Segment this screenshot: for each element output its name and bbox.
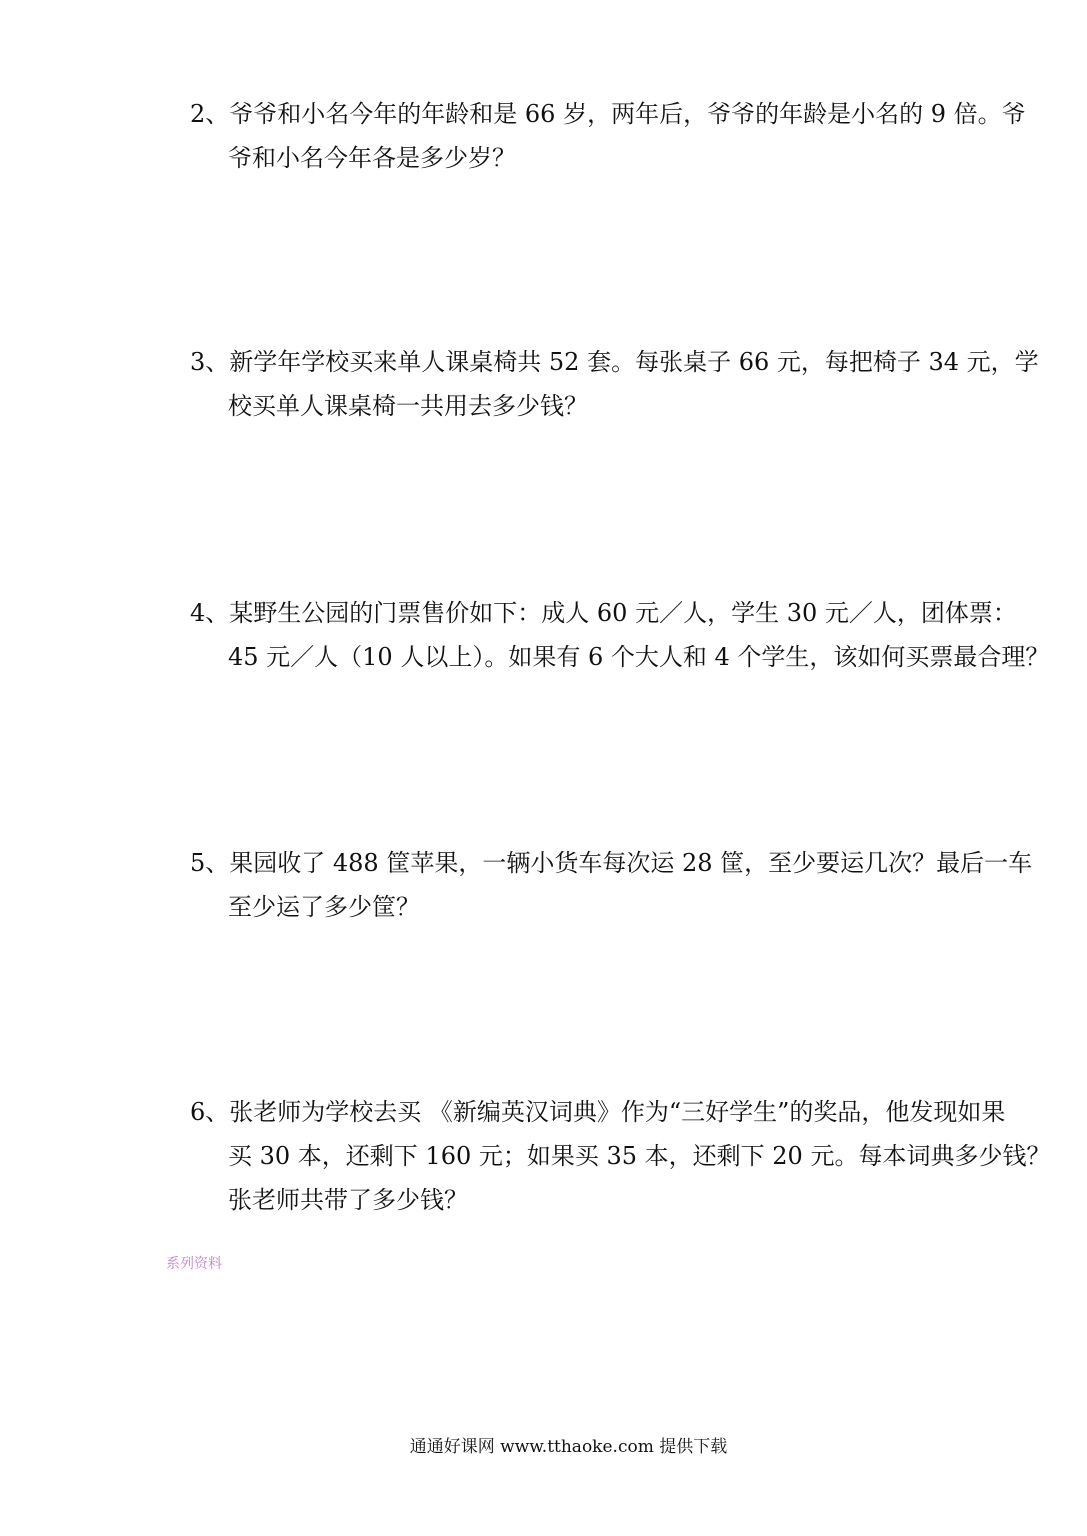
problem-6-line-1: 6、张老师为学校去买 《新编英汉词典》作为“三好学生”的奖品，他发现如果 — [190, 1098, 1006, 1126]
problem-6-line-3: 张老师共带了多少钱？ — [228, 1186, 468, 1214]
problem-5 — [190, 841, 1050, 929]
problem-4-line-2: 45 元／人（10 人以上）。如果有 6 个大人和 4 个学生，该如何买票最合理？ — [228, 643, 1050, 671]
page-footer — [0, 1432, 1087, 1457]
problem-3 — [190, 340, 1050, 428]
problem-2 — [190, 92, 1050, 180]
problem-4 — [190, 591, 1050, 679]
problem-6 — [190, 1090, 1050, 1222]
problem-2-line-2: 爷和小名今年各是多少岁？ — [228, 144, 516, 172]
problem-4-line-1: 4、某野生公园的门票售价如下：成人 60 元／人，学生 30 元／人，团体票： — [190, 599, 1017, 627]
series-note: 系列资料 — [166, 1256, 222, 1272]
problem-5-line-1: 5、果园收了 488 筐苹果，一辆小货车每次运 28 筐，至少要运几次？最后一车 — [190, 849, 1033, 877]
footer-text: 通通好课网 www.tthaoke.com 提供下载 — [409, 1437, 728, 1457]
problem-5-line-2: 至少运了多少筐？ — [228, 893, 420, 921]
problem-3-line-2: 校买单人课桌椅一共用去多少钱？ — [228, 392, 588, 420]
problem-2-line-1: 2、爷爷和小名今年的年龄和是 66 岁，两年后，爷爷的年龄是小名的 9 倍。爷 — [190, 100, 1026, 128]
problem-6-line-2: 买 30 本，还剩下 160 元；如果买 35 本，还剩下 20 元。每本词典多少钱？ — [228, 1142, 1051, 1170]
problem-3-line-1: 3、新学年学校买来单人课桌椅共 52 套。每张桌子 66 元，每把椅子 34 元，学 — [190, 348, 1039, 376]
